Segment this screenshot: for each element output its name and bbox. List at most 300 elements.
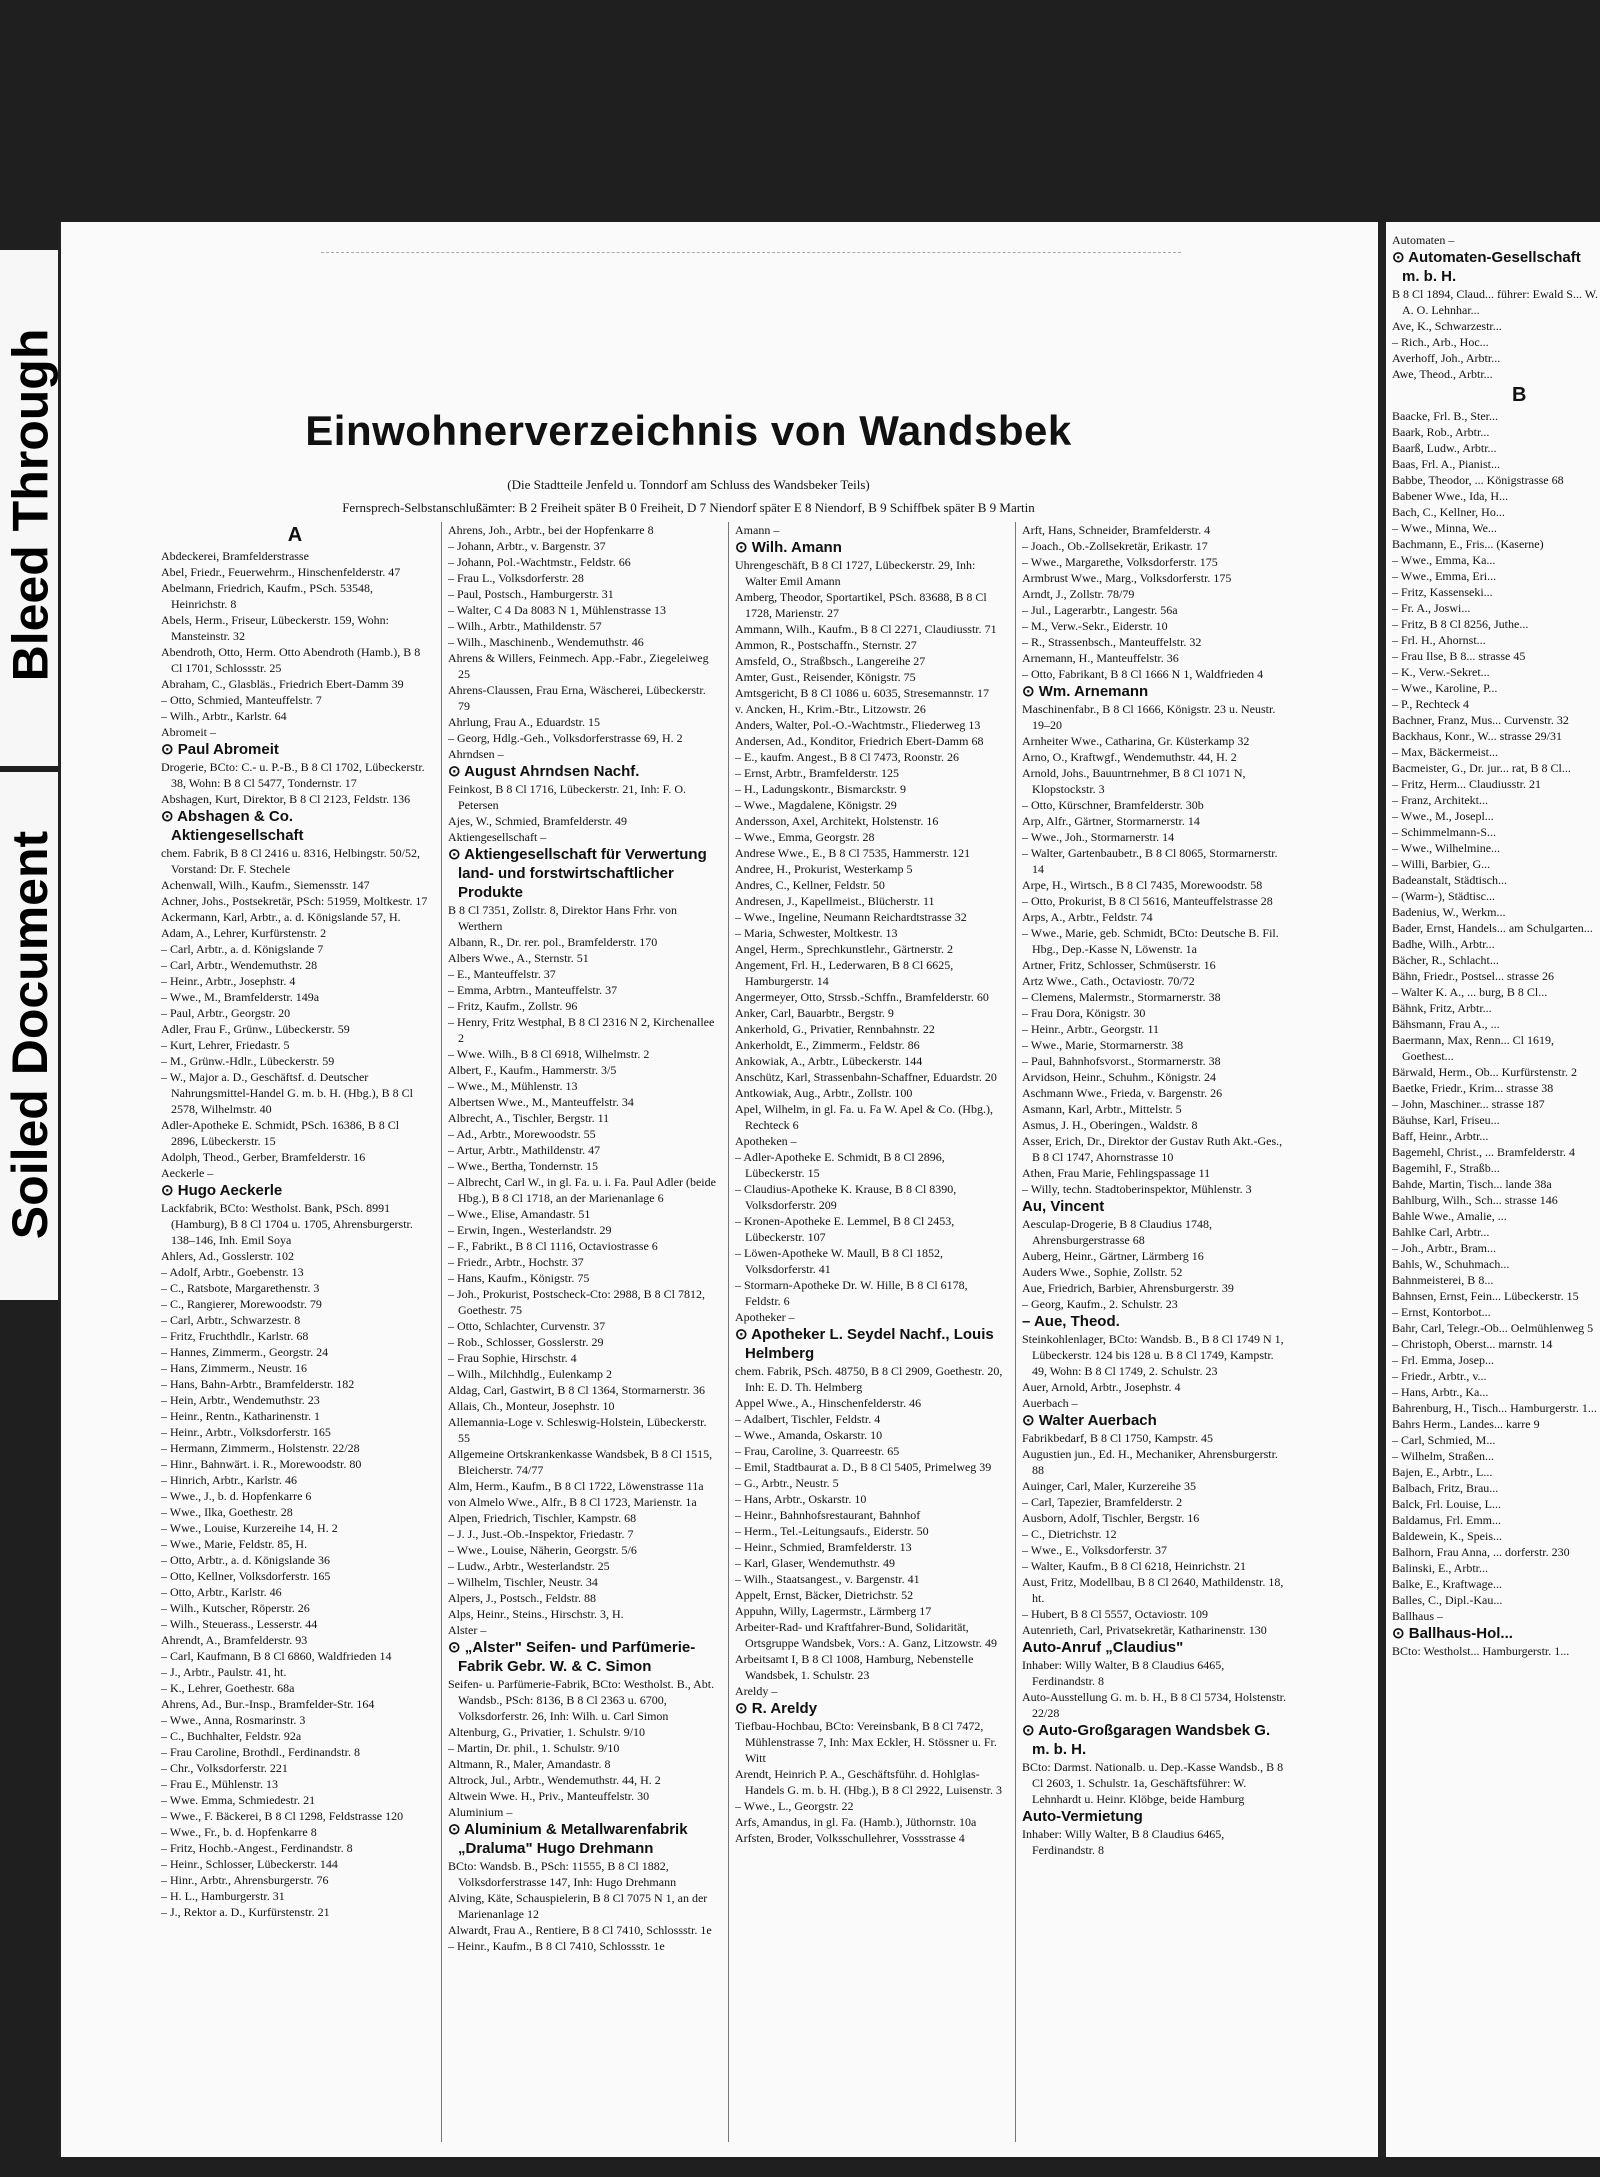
directory-entry: Athen, Frau Marie, Fehlingspassage 11 — [1022, 1166, 1211, 1180]
directory-entry: – Adolf, Arbtr., Goebenstr. 13 — [161, 1265, 304, 1279]
directory-entry: Arbeiter-Rad- und Kraftfahrer-Bund, Solidarität, Ortsgruppe Wandsbek, Vors.: A. Ganz, Litzowstr. 49 — [735, 1620, 998, 1650]
directory-entry: Areldy – — [735, 1684, 778, 1698]
directory-entry: Arno, O., Kraftwgf., Wendemuthstr. 44, H. 2 — [1022, 750, 1237, 764]
directory-entry: Baarß, Ludw., Arbtr... — [1392, 441, 1497, 455]
business-entry: ⊙ Aluminium & Metallwarenfabrik „Draluma" Hugo Drehmann — [448, 1821, 688, 1857]
directory-entry: – Wwe., Ilka, Goethestr. 28 — [161, 1505, 293, 1519]
directory-entry: Bahde, Martin, Tisch... lande 38a — [1392, 1177, 1552, 1191]
directory-entry: Baetke, Friedr., Krim... strasse 38 — [1392, 1081, 1554, 1095]
column-4 — [1022, 522, 1290, 2142]
directory-entry: Bahlke Carl, Arbtr... — [1392, 1225, 1490, 1239]
directory-entry: Arvidson, Heinr., Schuhm., Königstr. 24 — [1022, 1070, 1216, 1084]
directory-entry: – Otto, Arbtr., Karlstr. 46 — [161, 1585, 282, 1599]
directory-entry: Aschmann Wwe., Frieda, v. Bargenstr. 26 — [1022, 1086, 1223, 1100]
directory-entry: – Wwe., Anna, Rosmarinstr. 3 — [161, 1713, 306, 1727]
business-entry: – Aue, Theod. — [1022, 1313, 1120, 1330]
directory-entry: – Löwen-Apotheke W. Maull, B 8 Cl 1852, Volksdorferstr. 41 — [735, 1246, 943, 1276]
directory-entry: – Willi, Barbier, G... — [1392, 857, 1491, 871]
directory-entry: Altenburg, G., Privatier, 1. Schulstr. 9/10 — [448, 1725, 645, 1739]
column-rule — [441, 522, 442, 2142]
directory-entry: – Wwe., Magdalene, Königstr. 29 — [735, 798, 897, 812]
directory-entry: Allais, Ch., Monteur, Josephstr. 10 — [448, 1399, 615, 1413]
directory-entry: Auders Wwe., Sophie, Zollstr. 52 — [1022, 1265, 1183, 1279]
directory-entry: Balhorn, Frau Anna, ... dorferstr. 230 — [1392, 1545, 1570, 1559]
directory-entry: Baark, Rob., Arbtr... — [1392, 425, 1490, 439]
directory-entry: Fabrikbedarf, B 8 Cl 1750, Kampstr. 45 — [1022, 1431, 1213, 1445]
directory-entry: Bahrenburg, H., Tisch... Hamburgerstr. 1... — [1392, 1401, 1597, 1415]
directory-entry: – Fr. A., Joswi... — [1392, 601, 1471, 615]
directory-entry: – Hannes, Zimmerm., Georgstr. 24 — [161, 1345, 329, 1359]
directory-entry: Antkowiak, Aug., Arbtr., Zollstr. 100 — [735, 1086, 913, 1100]
directory-entry: Babbe, Theodor, ... Königstrasse 68 — [1392, 473, 1564, 487]
directory-entry: – C., Ratsbote, Margarethenstr. 3 — [161, 1281, 320, 1295]
directory-entry: – Wwe., E., Volksdorferstr. 37 — [1022, 1543, 1167, 1557]
directory-entry: Angel, Herm., Sprechkunstlehr., Gärtnerstr. 2 — [735, 942, 953, 956]
directory-entry: Ahrlung, Frau A., Eduardstr. 15 — [448, 715, 600, 729]
directory-entry: – Fritz, Hochb.-Angest., Ferdinandstr. 8 — [161, 1841, 353, 1855]
directory-entry: – Christoph, Oberst... marnstr. 14 — [1392, 1337, 1553, 1351]
business-entry: ⊙ August Ahrndsen Nachf. — [448, 763, 640, 780]
tag-divider — [0, 766, 60, 772]
directory-entry: B 8 Cl 7351, Zollstr. 8, Direktor Hans Frhr. von Werthern — [448, 903, 677, 933]
directory-entry: Arps, A., Arbtr., Feldstr. 74 — [1022, 910, 1153, 924]
directory-entry: BCto: Westholst... Hamburgerstr. 1... — [1392, 1644, 1570, 1658]
directory-entry: Appuhn, Willy, Lagermstr., Lärmberg 17 — [735, 1604, 932, 1618]
directory-entry: – Frau Caroline, Brothdl., Ferdinandstr. 8 — [161, 1745, 360, 1759]
directory-entry: Andresen, J., Kapellmeist., Blücherstr. 11 — [735, 894, 935, 908]
directory-entry: – M., Verw.-Sekr., Eiderstr. 10 — [1022, 619, 1168, 633]
directory-entry: – Carl, Arbtr., a. d. Königslande 7 — [161, 942, 324, 956]
directory-entry: Bader, Ernst, Handels... am Schulgarten... — [1392, 921, 1593, 935]
directory-entry: Asmann, Karl, Arbtr., Mittelstr. 5 — [1022, 1102, 1182, 1116]
directory-entry: von Almelo Wwe., Alfr., B 8 Cl 1723, Marienstr. 1a — [448, 1495, 697, 1509]
directory-entry: Steinkohlenlager, BCto: Wandsb. B., B 8 Cl 1749 N 1, Lübeckerstr. 124 bis 128 u. B 8 Cl 1749, Kampstr. 49, Wohn: B 8 Cl 1749, 2. Schulstr. 23 — [1022, 1332, 1284, 1378]
directory-entry: Andree, H., Prokurist, Westerkamp 5 — [735, 862, 913, 876]
directory-entry: Aesculap-Drogerie, B 8 Claudius 1748, Ahrensburgerstrasse 68 — [1022, 1217, 1212, 1247]
directory-entry: Asmus, J. H., Oberingen., Waldstr. 8 — [1022, 1118, 1198, 1132]
directory-entry: Bajen, E., Arbtr., L... — [1392, 1465, 1493, 1479]
directory-entry: Arfs, Amandus, in gl. Fa. (Hamb.), Jüthornstr. 10a — [735, 1815, 977, 1829]
directory-entry: – Heinr., Arbtr., Josephstr. 4 — [161, 974, 296, 988]
directory-entry: – Wwe., Elise, Amandastr. 51 — [448, 1207, 591, 1221]
directory-entry: – Hinr., Bahnwärt. i. R., Morewoodstr. 80 — [161, 1457, 362, 1471]
directory-entry: Andersson, Axel, Architekt, Holstenstr. 16 — [735, 814, 939, 828]
directory-entry: – H. L., Hamburgerstr. 31 — [161, 1889, 285, 1903]
business-entry: ⊙ Hugo Aeckerle — [161, 1182, 283, 1199]
directory-entry: – J., Rektor a. D., Kurfürstenstr. 21 — [161, 1905, 330, 1919]
directory-entry: – Heinr., Bahnhofsrestaurant, Bahnhof — [735, 1508, 921, 1522]
directory-entry: Arp, Alfr., Gärtner, Stormarnerstr. 14 — [1022, 814, 1200, 828]
directory-entry: Abshagen, Kurt, Direktor, B 8 Cl 2123, Feldstr. 136 — [161, 792, 411, 806]
column-rule — [1015, 522, 1016, 2142]
directory-entry: Balles, C., Dipl.-Kau... — [1392, 1593, 1503, 1607]
business-entry: ⊙ Paul Abromeit — [161, 741, 279, 758]
business-entry: Auto-Vermietung — [1022, 1808, 1143, 1825]
directory-entry: – Ernst, Kontorbot... — [1392, 1305, 1491, 1319]
directory-entry: Averhoff, Joh., Arbtr... — [1392, 351, 1501, 365]
directory-entry: – Schimmelmann-S... — [1392, 825, 1496, 839]
directory-entry: – C., Rangierer, Morewoodstr. 79 — [161, 1297, 322, 1311]
directory-entry: – Heinr., Rentn., Katharinenstr. 1 — [161, 1409, 320, 1423]
directory-entry: – Wilh., Steuerass., Lesserstr. 44 — [161, 1617, 318, 1631]
directory-entry: Abendroth, Otto, Herm. Otto Abendroth (Hamb.), B 8 Cl 1701, Schlossstr. 25 — [161, 645, 421, 675]
directory-entry: Adolph, Theod., Gerber, Bramfelderstr. 16 — [161, 1150, 366, 1164]
directory-entry: – Carl, Arbtr., Schwarzestr. 8 — [161, 1313, 301, 1327]
directory-entry: Angement, Frl. H., Lederwaren, B 8 Cl 6625, Hamburgerstr. 14 — [735, 958, 954, 988]
directory-entry: – Friedr., Arbtr., v... — [1392, 1369, 1487, 1383]
business-entry: ⊙ Apotheker L. Seydel Nachf., Louis Helmberg — [735, 1326, 994, 1362]
directory-entry: Bahlburg, Wilh., Sch... strasse 146 — [1392, 1193, 1558, 1207]
directory-entry: – C., Dietrichstr. 12 — [1022, 1527, 1117, 1541]
directory-entry: Bähnk, Fritz, Arbtr... — [1392, 1001, 1492, 1015]
directory-columns — [161, 522, 1311, 2142]
directory-entry: Alpen, Friedrich, Tischler, Kampstr. 68 — [448, 1511, 637, 1525]
directory-entry: – Walter, C 4 Da 8083 N 1, Mühlenstrasse 13 — [448, 603, 666, 617]
directory-entry: Baldewein, K., Speis... — [1392, 1529, 1502, 1543]
directory-entry: Albrecht, A., Tischler, Bergstr. 11 — [448, 1111, 610, 1125]
business-entry: ⊙ Ballhaus-Hol... — [1392, 1625, 1513, 1642]
directory-entry: – Albrecht, Carl W., in gl. Fa. u. i. Fa. Paul Adler (beide Hbg.), B 8 Cl 1718, an der Marienanlage 6 — [448, 1175, 716, 1205]
directory-entry: – Frau, Caroline, 3. Quarreestr. 65 — [735, 1444, 900, 1458]
section-letter: B — [1512, 384, 1527, 406]
directory-entry: Bachmann, E., Fris... (Kaserne) — [1392, 537, 1544, 551]
soiled-document-tag — [0, 780, 60, 1290]
directory-entry: Bähn, Friedr., Postsel... strasse 26 — [1392, 969, 1554, 983]
directory-entry: – Heinr., Schlosser, Lübeckerstr. 144 — [161, 1857, 338, 1871]
directory-entry: – Wwe., Ingeline, Neumann Reichardtstrasse 32 — [735, 910, 967, 924]
business-entry: ⊙ R. Areldy — [735, 1700, 818, 1717]
directory-entry: Arnemann, H., Manteuffelstr. 36 — [1022, 651, 1179, 665]
bleed-through-label: Bleed Through — [2, 328, 59, 682]
directory-entry: – Walter, Gartenbaubetr., B 8 Cl 8065, Stormarnerstr. 14 — [1022, 846, 1278, 876]
directory-entry: – Wwe., Amanda, Oskarstr. 10 — [735, 1428, 883, 1442]
directory-entry: Allemannia-Loge v. Schleswig-Holstein, Lübeckerstr. 55 — [448, 1415, 707, 1445]
directory-entry: – K., Lehrer, Goethestr. 68a — [161, 1681, 295, 1695]
directory-entry: – Emil, Stadtbaurat a. D., B 8 Cl 5405, Primelweg 39 — [735, 1460, 992, 1474]
page-subtitle: (Die Stadtteile Jenfeld u. Tonndorf am Schluss des Wandsbeker Teils) — [507, 477, 870, 492]
directory-entry: – Fritz, Kassenseki... — [1392, 585, 1493, 599]
directory-entry: Albert, F., Kaufm., Hammerstr. 3/5 — [448, 1063, 617, 1077]
directory-entry: Ahrens, Joh., Arbtr., bei der Hopfenkarre 8 — [448, 523, 654, 537]
directory-entry: Adler-Apotheke E. Schmidt, PSch. 16386, B 8 Cl 2896, Lübeckerstr. 15 — [161, 1118, 400, 1148]
directory-entry: Baldamus, Frl. Emm... — [1392, 1513, 1501, 1527]
directory-entry: – Wwe., Emma, Georgstr. 28 — [735, 830, 875, 844]
directory-entry: – Frau E., Mühlenstr. 13 — [161, 1777, 278, 1791]
directory-entry: – J., Arbtr., Paulstr. 41, ht. — [161, 1665, 287, 1679]
directory-entry: – Otto, Arbtr., a. d. Königslande 36 — [161, 1553, 330, 1567]
directory-entry: Adam, A., Lehrer, Kurfürstenstr. 2 — [161, 926, 327, 940]
directory-entry: – Carl, Arbtr., Wendemuthstr. 28 — [161, 958, 318, 972]
directory-entry: Bäuhse, Karl, Friseu... — [1392, 1113, 1500, 1127]
directory-entry: Bahr, Carl, Telegr.-Ob... Oelmühlenweg 5 — [1392, 1321, 1594, 1335]
directory-entry: – Jul., Lagerarbtr., Langestr. 56a — [1022, 603, 1178, 617]
directory-entry: – M., Grünw.-Hdlr., Lübeckerstr. 59 — [161, 1054, 335, 1068]
directory-entry: – Martin, Dr. phil., 1. Schulstr. 9/10 — [448, 1741, 620, 1755]
directory-entry: – Friedr., Arbtr., Hochstr. 37 — [448, 1255, 584, 1269]
directory-entry: – Wwe., Louise, Näherin, Georgstr. 5/6 — [448, 1543, 637, 1557]
directory-entry: Arfsten, Broder, Volksschullehrer, Vossstrasse 4 — [735, 1831, 965, 1845]
directory-entry: – Wilhelm, Straßen... — [1392, 1449, 1494, 1463]
directory-entry: Ahrendt, A., Bramfelderstr. 93 — [161, 1633, 308, 1647]
directory-entry: – Hans, Arbtr., Ka... — [1392, 1385, 1489, 1399]
directory-entry: Bach, C., Kellner, Ho... — [1392, 505, 1505, 519]
directory-entry: – Joach., Ob.-Zollsekretär, Erikastr. 17 — [1022, 539, 1208, 553]
directory-entry: Balinski, E., Arbtr... — [1392, 1561, 1488, 1575]
directory-entry: Ahrens-Claussen, Frau Erna, Wäscherei, Lübeckerstr. 79 — [448, 683, 706, 713]
directory-entry: – Joh., Arbtr., Bram... — [1392, 1241, 1496, 1255]
directory-entry: Auinger, Carl, Maler, Kurzereihe 35 — [1022, 1479, 1196, 1493]
directory-entry: Bärwald, Herm., Ob... Kurfürstenstr. 2 — [1392, 1065, 1577, 1079]
directory-entry: – Fritz, Herm... Claudiusstr. 21 — [1392, 777, 1541, 791]
directory-entry: – Carl, Tapezier, Bramfelderstr. 2 — [1022, 1495, 1183, 1509]
directory-entry: Bahnmeisterei, B 8... — [1392, 1273, 1494, 1287]
directory-entry: Arpe, H., Wirtsch., B 8 Cl 7435, Morewoodstr. 58 — [1022, 878, 1263, 892]
directory-entry: – Heinr., Kaufm., B 8 Cl 7410, Schlossstr. 1e — [448, 1939, 665, 1953]
directory-entry: Alster – — [448, 1623, 487, 1637]
directory-entry: – Hans, Bahn-Arbtr., Bramfelderstr. 182 — [161, 1377, 355, 1391]
directory-entry: – Otto, Prokurist, B 8 Cl 5616, Manteuffelstrasse 28 — [1022, 894, 1273, 908]
directory-entry: – Adalbert, Tischler, Feldstr. 4 — [735, 1412, 881, 1426]
directory-entry: Albertsen Wwe., M., Manteuffelstr. 34 — [448, 1095, 634, 1109]
directory-entry: – H., Ladungskontr., Bismarckstr. 9 — [735, 782, 906, 796]
directory-entry: Arnold, Johs., Bauuntrnehmer, B 8 Cl 1071 N, Klopstockstr. 3 — [1022, 766, 1246, 796]
soiled-document-label: Soiled Document — [2, 830, 58, 1240]
column-1 — [161, 522, 429, 2142]
directory-entry: – Herm., Tel.-Leitungsaufs., Eiderstr. 50 — [735, 1524, 929, 1538]
directory-entry: – K., Verw.-Sekret... — [1392, 665, 1490, 679]
directory-entry: – Wwe., M., Bramfelderstr. 149a — [161, 990, 320, 1004]
directory-entry: – G., Arbtr., Neustr. 5 — [735, 1476, 839, 1490]
directory-entry: Drogerie, BCto: C.- u. P.-B., B 8 Cl 1702, Lübeckerstr. 38, Wohn: B 8 Cl 5477, Tondernstr. 17 — [161, 760, 425, 790]
directory-entry: Auberg, Heinr., Gärtner, Lärmberg 16 — [1022, 1249, 1204, 1263]
business-entry: ⊙ Wilh. Amann — [735, 539, 842, 556]
directory-entry: Apel, Wilhelm, in gl. Fa. u. Fa W. Apel & Co. (Hbg.), Rechteck 6 — [735, 1102, 993, 1132]
directory-entry: – Fritz, B 8 Cl 8256, Juthe... — [1392, 617, 1529, 631]
directory-entry: Auerbach – — [1022, 1396, 1078, 1410]
directory-entry: – Paul, Arbtr., Georgstr. 20 — [161, 1006, 291, 1020]
directory-entry: – Wwe., Marie, Feldstr. 85, H. — [161, 1537, 308, 1551]
directory-entry: Balck, Frl. Louise, L... — [1392, 1497, 1501, 1511]
directory-entry: Albers Wwe., A., Sternstr. 51 — [448, 951, 589, 965]
business-entry: ⊙ Aktiengesellschaft für Verwertung land- und forstwirtschaftlicher Produkte — [448, 846, 707, 901]
directory-entry: – Max, Bäckermeist... — [1392, 745, 1498, 759]
directory-entry: – Paul, Postsch., Hamburgerstr. 31 — [448, 587, 614, 601]
directory-entry: – Hermann, Zimmerm., Holstenstr. 22/28 — [161, 1441, 360, 1455]
directory-entry: Andrese Wwe., E., B 8 Cl 7535, Hammerstr. 121 — [735, 846, 971, 860]
directory-entry: Alm, Herm., Kaufm., B 8 Cl 1722, Löwenstrasse 11a — [448, 1479, 704, 1493]
column-2 — [448, 522, 716, 2142]
directory-entry: – Wwe., Minna, We... — [1392, 521, 1497, 535]
directory-entry: – Johann, Pol.-Wachtmstr., Feldstr. 66 — [448, 555, 631, 569]
business-entry: Au, Vincent — [1022, 1198, 1105, 1215]
directory-entry: Armbrust Wwe., Marg., Volksdorferstr. 175 — [1022, 571, 1232, 585]
directory-entry: Alwardt, Frau A., Rentiere, B 8 Cl 7410, Schlossstr. 1e — [448, 1923, 712, 1937]
directory-entry: Aldag, Carl, Gastwirt, B 8 Cl 1364, Stormarnerstr. 36 — [448, 1383, 705, 1397]
directory-entry: Auto-Ausstellung G. m. b. H., B 8 Cl 5734, Holstenstr. 22/28 — [1022, 1690, 1287, 1720]
directory-entry: B 8 Cl 1894, Claud... führer: Ewald S... W. A. O. Lehnhar... — [1392, 287, 1598, 317]
directory-entry: Aue, Friedrich, Barbier, Ahrensburgerstr. 39 — [1022, 1281, 1234, 1295]
directory-entry: – Wwe., Karoline, P... — [1392, 681, 1498, 695]
directory-entry: – Hinrich, Arbtr., Karlstr. 46 — [161, 1473, 297, 1487]
directory-entry: Ahrndsen – — [448, 747, 504, 761]
directory-entry: – Frau Ilse, B 8... strasse 45 — [1392, 649, 1526, 663]
directory-entry: – Ludw., Arbtr., Westerlandstr. 25 — [448, 1559, 610, 1573]
directory-entry: – Adler-Apotheke E. Schmidt, B 8 Cl 2896, Lübeckerstr. 15 — [735, 1150, 945, 1180]
directory-entry: Amann – — [735, 523, 780, 537]
directory-entry: – Hinr., Arbtr., Ahrensburgerstr. 76 — [161, 1873, 329, 1887]
directory-entry: – Wilh., Kutscher, Röperstr. 26 — [161, 1601, 310, 1615]
directory-entry: Ajes, W., Schmied, Bramfelderstr. 49 — [448, 814, 627, 828]
directory-entry: – Chr., Volksdorferstr. 221 — [161, 1761, 288, 1775]
directory-entry: – P., Rechteck 4 — [1392, 697, 1469, 711]
directory-entry: Bahnsen, Ernst, Fein... Lübeckerstr. 15 — [1392, 1289, 1579, 1303]
directory-entry: Balke, E., Kraftwage... — [1392, 1577, 1502, 1591]
directory-entry: – C., Buchhalter, Feldstr. 92a — [161, 1729, 302, 1743]
directory-entry: Asser, Erich, Dr., Direktor der Gustav Ruth Akt.-Ges., B 8 Cl 1747, Ahornstrasse 10 — [1022, 1134, 1283, 1164]
directory-entry: Maschinenfabr., B 8 Cl 1666, Königstr. 23 u. Neustr. 19–20 — [1022, 702, 1276, 732]
page-title: Einwohnerverzeichnis von Wandsbek — [305, 407, 1072, 454]
directory-entry: Auer, Arnold, Arbtr., Josephstr. 4 — [1022, 1380, 1181, 1394]
directory-entry: Arendt, Heinrich P. A., Geschäftsführ. d. Hohlglas-Handels G. m. b. H. (Hbg.), B 8 Cl 2922, Luisenstr. 3 — [735, 1767, 1002, 1797]
directory-entry: – Johann, Arbtr., v. Bargenstr. 37 — [448, 539, 606, 553]
directory-entry: Ahrens, Ad., Bur.-Insp., Bramfelder-Str. 164 — [161, 1697, 375, 1711]
directory-entry: Arbeitsamt I, B 8 Cl 1008, Hamburg, Nebenstelle Wandsbek, 1. Schulstr. 23 — [735, 1652, 974, 1682]
directory-entry: Bacmeister, G., Dr. jur... rat, B 8 Cl... — [1392, 761, 1571, 775]
directory-entry: Ave, K., Schwarzestr... — [1392, 319, 1502, 333]
directory-entry: Bachner, Franz, Mus... Curvenstr. 32 — [1392, 713, 1569, 727]
directory-entry: Altmann, R., Maler, Amandastr. 8 — [448, 1757, 611, 1771]
directory-entry: v. Ancken, H., Krim.-Btr., Litzowstr. 26 — [735, 702, 926, 716]
directory-entry: – Wilh., Staatsangest., v. Bargenstr. 41 — [735, 1572, 920, 1586]
directory-entry: – Ad., Arbtr., Morewoodstr. 55 — [448, 1127, 596, 1141]
directory-entry: – Artur, Arbtr., Mathildenstr. 47 — [448, 1143, 601, 1157]
side-tags — [0, 250, 60, 1300]
directory-entry: – Kurt, Lehrer, Friedastr. 5 — [161, 1038, 290, 1052]
directory-entry: Uhrengeschäft, B 8 Cl 1727, Lübeckerstr. 29, Inh: Walter Emil Amann — [735, 558, 976, 588]
directory-entry: Altwein Wwe. H., Priv., Manteuffelstr. 30 — [448, 1789, 650, 1803]
directory-entry: Ankerhold, G., Privatier, Rennbahnstr. 22 — [735, 1022, 935, 1036]
directory-entry: – Hans, Arbtr., Oskarstr. 10 — [735, 1492, 867, 1506]
directory-entry: Amter, Gust., Reisender, Königstr. 75 — [735, 670, 916, 684]
directory-entry: Artner, Fritz, Schlosser, Schmüserstr. 16 — [1022, 958, 1216, 972]
directory-entry: – Frau Dora, Königstr. 30 — [1022, 1006, 1146, 1020]
directory-entry: – Carl, Kaufmann, B 8 Cl 6860, Waldfrieden 14 — [161, 1649, 392, 1663]
directory-entry: – (Warm-), Städtisc... — [1392, 889, 1496, 903]
directory-entry: – R., Strassenbsch., Manteuffelstr. 32 — [1022, 635, 1202, 649]
directory-entry: Angermeyer, Otto, Strssb.-Schffn., Bramfelderstr. 60 — [735, 990, 989, 1004]
directory-entry: Ankowiak, A., Arbtr., Lübeckerstr. 144 — [735, 1054, 923, 1068]
directory-entry: Aust, Fritz, Modellbau, B 8 Cl 2640, Mathildenstr. 18, ht. — [1022, 1575, 1284, 1605]
directory-entry: Ammon, R., Postschaffn., Sternstr. 27 — [735, 638, 917, 652]
directory-entry: Bahle Wwe., Amalie, ... — [1392, 1209, 1507, 1223]
business-entry: ⊙ Auto-Großgaragen Wandsbek G. m. b. H. — [1022, 1722, 1271, 1758]
directory-entry: – Hans, Zimmerm., Neustr. 16 — [161, 1361, 307, 1375]
directory-entry: Aktiengesellschaft – — [448, 830, 547, 844]
directory-entry: Balbach, Fritz, Brau... — [1392, 1481, 1499, 1495]
directory-entry: – Hubert, B 8 Cl 5557, Octaviostr. 109 — [1022, 1607, 1208, 1621]
directory-entry: – Heinr., Arbtr., Volksdorferstr. 165 — [161, 1425, 331, 1439]
directory-entry: – Wilhelm, Tischler, Neustr. 34 — [448, 1575, 598, 1589]
directory-entry: – Wwe., Emma, Eri... — [1392, 569, 1497, 583]
directory-entry: Badeanstalt, Städtisch... — [1392, 873, 1507, 887]
directory-entry: – Willy, techn. Stadtoberinspektor, Mühlenstr. 3 — [1022, 1182, 1252, 1196]
directory-entry: Andersen, Ad., Konditor, Friedrich Ebert-Damm 68 — [735, 734, 984, 748]
directory-entry: Inhaber: Willy Walter, B 8 Claudius 6465, Ferdinandstr. 8 — [1022, 1827, 1225, 1857]
directory-entry: – Wwe. Emma, Schmiedestr. 21 — [161, 1793, 316, 1807]
directory-entry: – Otto, Fabrikant, B 8 Cl 1666 N 1, Waldfrieden 4 — [1022, 667, 1264, 681]
directory-entry: BCto: Wandsb. B., PSch: 11555, B 8 Cl 1882, Volksdorferstrasse 147, Inh: Hugo Drehmann — [448, 1859, 677, 1889]
directory-entry: Amberg, Theodor, Sportartikel, PSch. 83688, B 8 Cl 1728, Marienstr. 27 — [735, 590, 987, 620]
bleed-line — [321, 252, 1181, 253]
directory-page — [58, 222, 1316, 2157]
directory-entry: Alving, Käte, Schauspielerin, B 8 Cl 7075 N 1, an der Marienanlage 12 — [448, 1891, 708, 1921]
directory-entry: Apotheker – — [735, 1310, 795, 1324]
directory-entry: – Walter, Kaufm., B 8 Cl 6218, Heinrichstr. 21 — [1022, 1559, 1246, 1573]
directory-entry: Ackermann, Karl, Arbtr., a. d. Königslande 57, H. — [161, 910, 401, 924]
directory-entry: – Heinr., Arbtr., Georgstr. 11 — [1022, 1022, 1159, 1036]
directory-entry: – Walter K. A., ... burg, B 8 Cl... — [1392, 985, 1548, 999]
directory-entry: – W., Major a. D., Geschäftsf. d. Deutscher Nahrungsmittel-Handel G. m. b. H. (Hbg.), B 8 Cl 2578, Wilhelmstr. 40 — [161, 1070, 413, 1116]
directory-entry: Seifen- u. Parfümerie-Fabrik, BCto: Westholst. B., Abt. Wandsb., PSch: 8136, B 8 Cl 2363 u. 6700, Volksdorferstr. 26, Inh: Wilh. u. Carl Simon — [448, 1677, 715, 1723]
directory-entry: – John, Maschiner... strasse 187 — [1392, 1097, 1545, 1111]
directory-entry: – Emma, Arbtrn., Manteuffelstr. 37 — [448, 983, 618, 997]
directory-entry: Abelmann, Friedrich, Kaufm., PSch. 53548, Heinrichstr. 8 — [161, 581, 373, 611]
directory-entry: Ballhaus – — [1392, 1609, 1443, 1623]
section-letter: A — [287, 524, 303, 546]
directory-entry: – Wilh., Maschinenb., Wendemuthstr. 46 — [448, 635, 644, 649]
directory-entry: – Kronen-Apotheke E. Lemmel, B 8 Cl 2453, Lübeckerstr. 107 — [735, 1214, 955, 1244]
directory-entry: – Henry, Fritz Westphal, B 8 Cl 2316 N 2, Kirchenallee 2 — [448, 1015, 715, 1045]
directory-entry: Bächer, R., Schlacht... — [1392, 953, 1499, 967]
directory-entry: Badenius, W., Werkm... — [1392, 905, 1506, 919]
directory-entry: Awe, Theod., Arbtr... — [1392, 367, 1493, 381]
directory-entry: – Ernst, Arbtr., Bramfelderstr. 125 — [735, 766, 899, 780]
directory-entry: Ankerholdt, E., Zimmerm., Feldstr. 86 — [735, 1038, 920, 1052]
directory-entry: – Erwin, Ingen., Westerlandstr. 29 — [448, 1223, 612, 1237]
directory-entry: Ammann, Wilh., Kaufm., B 8 Cl 2271, Claudiusstr. 71 — [735, 622, 997, 636]
directory-entry: Lackfabrik, BCto: Westholst. Bank, PSch. 8991 (Hamburg), B 8 Cl 1704 u. 1705, Ahrensburgerstr. 138–146, Inh. Emil Soya — [161, 1201, 413, 1247]
directory-entry: Anschütz, Karl, Strassenbahn-Schaffner, Eduardstr. 20 — [735, 1070, 997, 1084]
directory-entry: Achner, Johs., Postsekretär, PSch: 51959, Moltkestr. 17 — [161, 894, 428, 908]
directory-entry: – Wilh., Arbtr., Karlstr. 64 — [161, 709, 287, 723]
directory-entry: Baacke, Frl. B., Ster... — [1392, 409, 1498, 423]
column-3 — [735, 522, 1003, 2142]
directory-entry: – Carl, Schmied, M... — [1392, 1433, 1496, 1447]
directory-entry: Inhaber: Willy Walter, B 8 Claudius 6465, Ferdinandstr. 8 — [1022, 1658, 1225, 1688]
directory-entry: Bähsmann, Frau A., ... — [1392, 1017, 1500, 1031]
directory-entry: Bagemehl, Christ., ... Bramfelderstr. 4 — [1392, 1145, 1575, 1159]
directory-entry: – Claudius-Apotheke K. Krause, B 8 Cl 8390, Volksdorferstr. 209 — [735, 1182, 957, 1212]
directory-entry: – Otto, Kürschner, Bramfelderstr. 30b — [1022, 798, 1204, 812]
directory-entry: – Georg, Hdlg.-Geh., Volksdorferstrasse 69, H. 2 — [448, 731, 683, 745]
directory-entry: Abromeit – — [161, 725, 216, 739]
directory-entry: chem. Fabrik, B 8 Cl 2416 u. 8316, Helbingstr. 50/52, Vorstand: Dr. F. Stechele — [161, 846, 420, 876]
facing-page-column — [1386, 222, 1600, 2142]
directory-entry: Automaten – — [1392, 233, 1455, 247]
directory-entry: – E., kaufm. Angest., B 8 Cl 7473, Roonstr. 26 — [735, 750, 960, 764]
directory-entry: Anders, Walter, Pol.-O.-Wachtmstr., Fliederweg 13 — [735, 718, 981, 732]
directory-entry: – Wwe., M., Mühlenstr. 13 — [448, 1079, 578, 1093]
directory-entry: – Georg, Kaufm., 2. Schulstr. 23 — [1022, 1297, 1178, 1311]
directory-entry: – Frau Sophie, Hirschstr. 4 — [448, 1351, 577, 1365]
directory-entry: Arft, Hans, Schneider, Bramfelderstr. 4 — [1022, 523, 1211, 537]
directory-entry: – Wwe., J., b. d. Hopfenkarre 6 — [161, 1489, 312, 1503]
directory-entry: – Karl, Glaser, Wendemuthstr. 49 — [735, 1556, 895, 1570]
directory-entry: Bahrs Herm., Landes... karre 9 — [1392, 1417, 1540, 1431]
business-entry: Auto-Anruf „Claudius" — [1022, 1639, 1184, 1656]
page-gutter — [1313, 222, 1378, 2157]
directory-entry: Badhe, Wilh., Arbtr... — [1392, 937, 1495, 951]
